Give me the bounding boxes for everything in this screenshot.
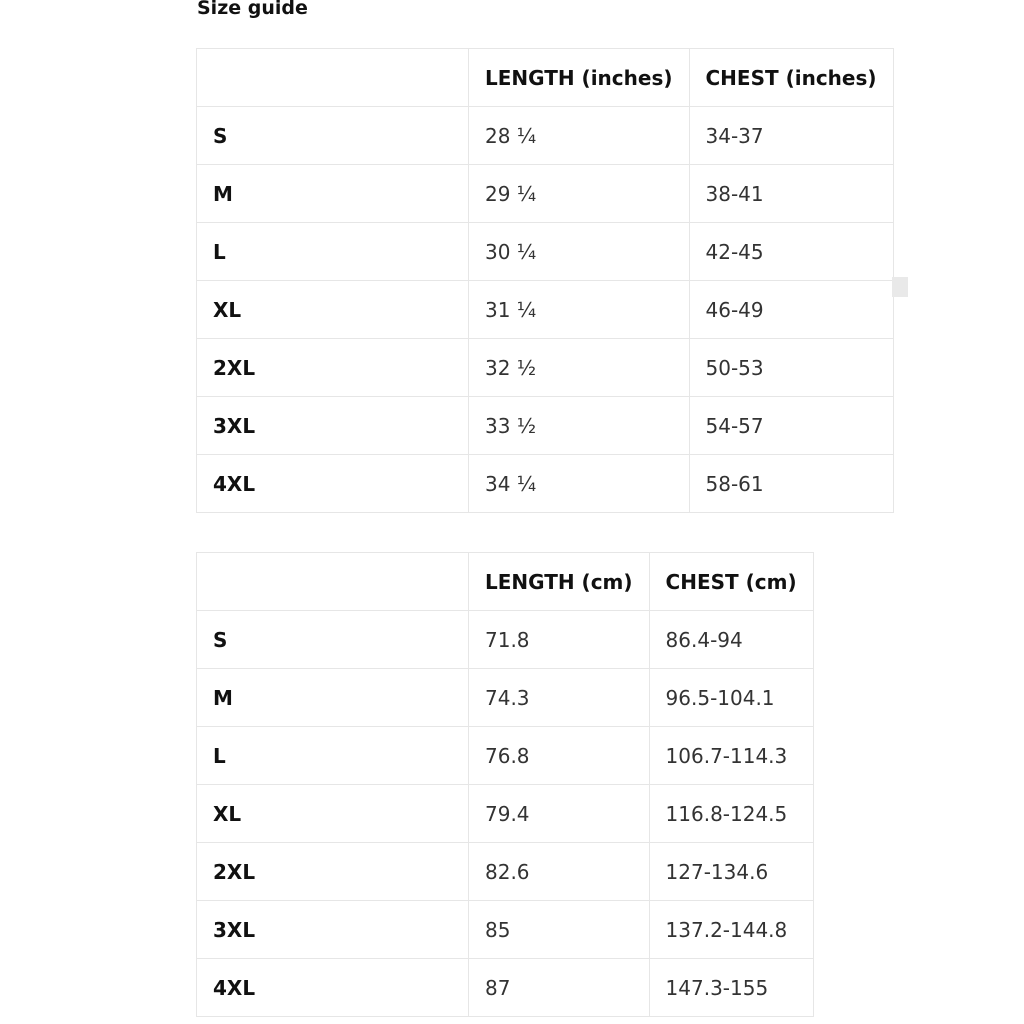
size-cell: S [197,107,469,165]
length-cell: 30 ¼ [469,223,690,281]
page-title: Size guide [197,0,308,19]
length-cell: 85 [469,901,650,959]
size-cell: S [197,611,469,669]
header-cell-length: LENGTH (cm) [469,553,650,611]
length-cell: 28 ¼ [469,107,690,165]
table-row [197,727,814,785]
size-cell: 2XL [197,843,469,901]
chest-cell: 127-134.6 [649,843,813,901]
table-row [197,843,814,901]
length-cell: 34 ¼ [469,455,690,513]
length-cell: 82.6 [469,843,650,901]
header-cell-size [197,553,469,611]
chest-cell: 46-49 [689,281,893,339]
size-cell: XL [197,785,469,843]
table-row [197,455,894,513]
size-cell: 2XL [197,339,469,397]
length-cell: 71.8 [469,611,650,669]
chest-cell: 38-41 [689,165,893,223]
table-row [197,281,894,339]
chest-cell: 96.5-104.1 [649,669,813,727]
chest-cell: 106.7-114.3 [649,727,813,785]
chest-cell: 50-53 [689,339,893,397]
chest-cell: 116.8-124.5 [649,785,813,843]
table-row [197,339,894,397]
length-cell: 79.4 [469,785,650,843]
size-cell: L [197,727,469,785]
chest-cell: 42-45 [689,223,893,281]
length-cell: 29 ¼ [469,165,690,223]
size-cell: 4XL [197,959,469,1017]
size-cell: XL [197,281,469,339]
table-row [197,669,814,727]
length-cell: 33 ½ [469,397,690,455]
table-row [197,397,894,455]
header-cell-chest: CHEST (cm) [649,553,813,611]
header-cell-chest: CHEST (inches) [689,49,893,107]
table-header-row [197,49,894,107]
header-cell-length: LENGTH (inches) [469,49,690,107]
length-cell: 87 [469,959,650,1017]
header-cell-size [197,49,469,107]
chest-cell: 137.2-144.8 [649,901,813,959]
length-cell: 74.3 [469,669,650,727]
size-cell: M [197,165,469,223]
length-cell: 76.8 [469,727,650,785]
table-row [197,611,814,669]
size-table-inches [196,48,894,513]
size-cell: 3XL [197,901,469,959]
length-cell: 32 ½ [469,339,690,397]
size-table-cm [196,552,814,1017]
chest-cell: 147.3-155 [649,959,813,1017]
size-cell: 4XL [197,455,469,513]
table-row [197,959,814,1017]
chest-cell: 86.4-94 [649,611,813,669]
size-cell: M [197,669,469,727]
table-row [197,223,894,281]
chest-cell: 54-57 [689,397,893,455]
table-row [197,165,894,223]
table-header-row [197,553,814,611]
table-row [197,107,894,165]
table-row [197,901,814,959]
scroll-marker [892,277,908,297]
size-cell: L [197,223,469,281]
size-cell: 3XL [197,397,469,455]
chest-cell: 58-61 [689,455,893,513]
chest-cell: 34-37 [689,107,893,165]
table-row [197,785,814,843]
length-cell: 31 ¼ [469,281,690,339]
